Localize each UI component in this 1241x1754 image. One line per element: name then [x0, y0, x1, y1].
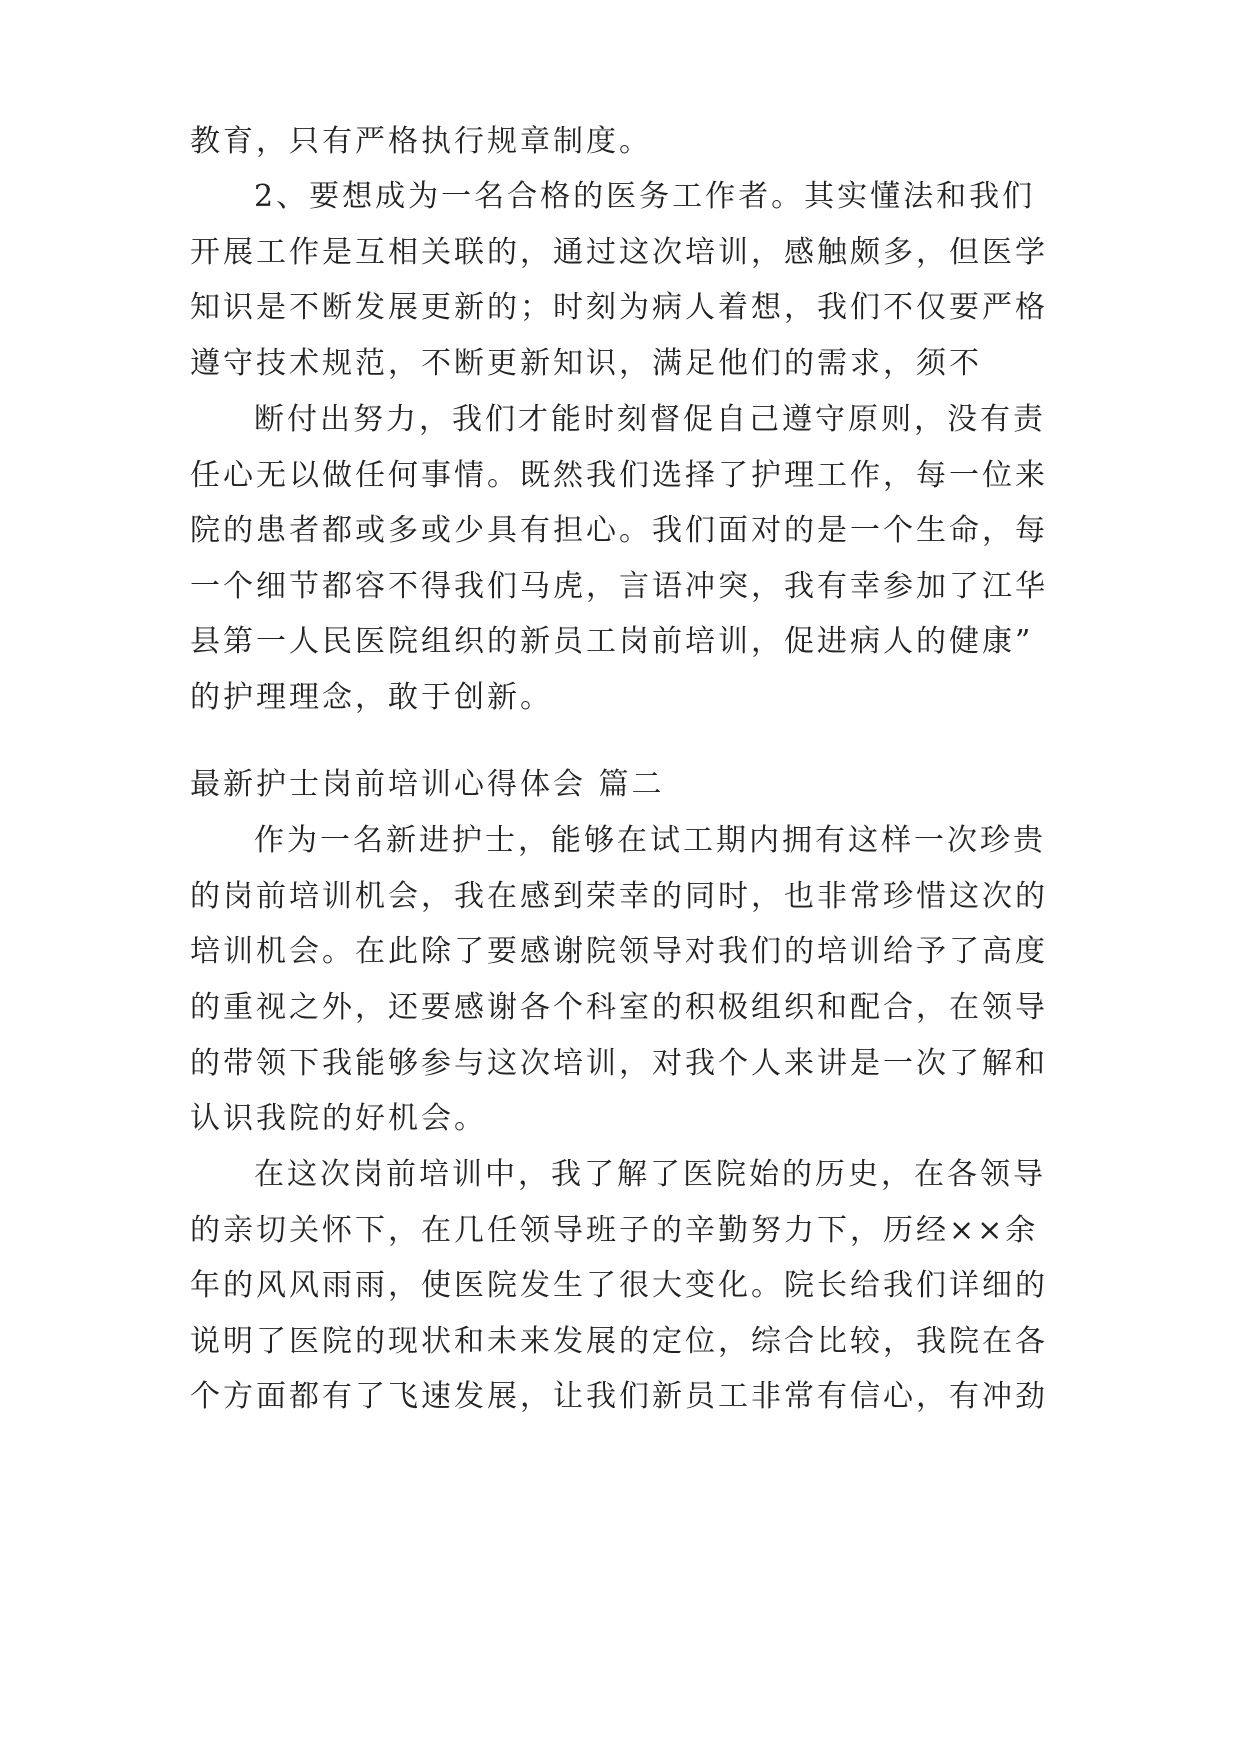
- text-line: 遵守技术规范，不断更新知识，满足他们的需求，须不: [190, 346, 982, 381]
- section-heading: 最新护士岗前培训心得体会 篇二: [190, 767, 665, 802]
- text-line: 知识是不断发展更新的；时刻为病人着想，我们不仅要严格: [190, 290, 1048, 325]
- text-line: 认识我院的好机会。: [190, 1101, 487, 1136]
- text-line: 的亲切关怀下，在几任领导班子的辛勤努力下，历经××余: [190, 1213, 1039, 1248]
- text-line: 院的患者都或多或少具有担心。我们面对的是一个生命，每: [190, 513, 1048, 548]
- text-line: 作为一名新进护士，能够在试工期内拥有这样一次珍贵: [254, 823, 1046, 858]
- text-line: 县第一人民医院组织的新员工岗前培训，促进病人的健康”: [190, 624, 1034, 659]
- text-line: 教育，只有严格执行规章制度。: [190, 124, 652, 159]
- text-line: 培训机会。在此除了要感谢院领导对我们的培训给予了高度: [190, 934, 1048, 969]
- text-line: 开展工作是互相关联的，通过这次培训，感触颇多，但医学: [190, 235, 1048, 270]
- text-line: 在这次岗前培训中，我了解了医院始的历史，在各领导: [254, 1157, 1046, 1192]
- text-line: 年的风风雨雨，使医院发生了很大变化。院长给我们详细的: [190, 1268, 1048, 1303]
- text-line: 一个细节都容不得我们马虎，言语冲突，我有幸参加了江华: [190, 569, 1048, 604]
- text-line: 的岗前培训机会，我在感到荣幸的同时，也非常珍惜这次的: [190, 879, 1048, 914]
- text-line: 的重视之外，还要感谢各个科室的积极组织和配合，在领导: [190, 990, 1048, 1025]
- text-line: 的带领下我能够参与这次培训，对我个人来讲是一次了解和: [190, 1046, 1048, 1081]
- text-line: 说明了医院的现状和未来发展的定位，综合比较，我院在各: [190, 1324, 1048, 1359]
- text-line: 断付出努力，我们才能时刻督促自己遵守原则，没有责: [254, 402, 1046, 437]
- text-line: 的护理理念，敢于创新。: [190, 680, 553, 715]
- text-line: 个方面都有了飞速发展，让我们新员工非常有信心，有冲劲: [190, 1379, 1048, 1414]
- text-line: 2、要想成为一名合格的医务工作者。其实懂法和我们: [254, 179, 1036, 214]
- text-line: 任心无以做任何事情。既然我们选择了护理工作，每一位来: [190, 458, 1048, 493]
